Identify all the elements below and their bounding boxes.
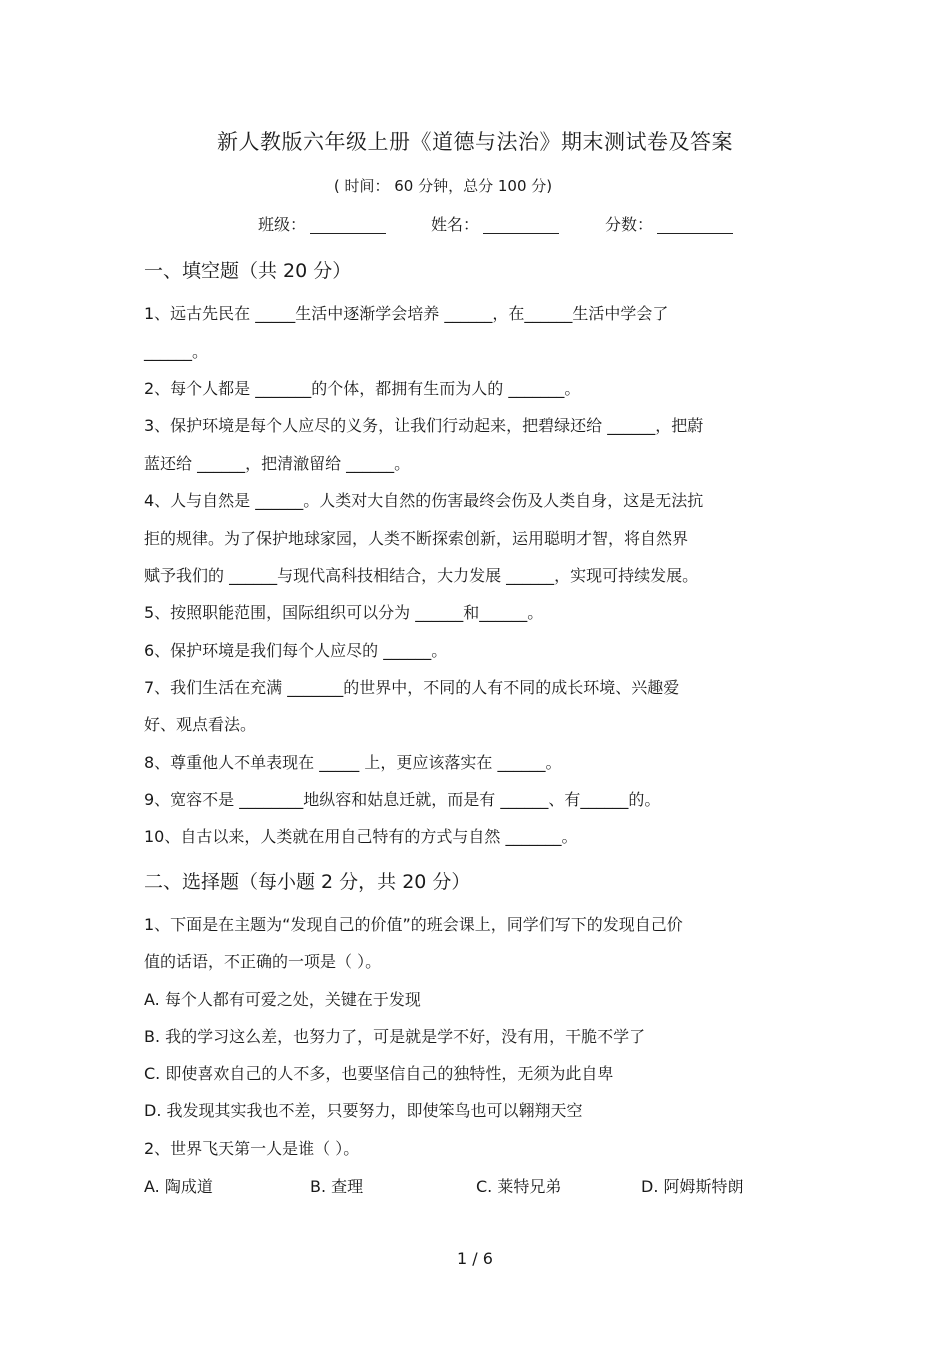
question-line: 值的话语，不正确的一项是（ ）。	[144, 952, 382, 971]
score-field	[605, 212, 733, 235]
answer-option: D. 我发现其实我也不差，只要努力，即使笨鸟也可以翱翔天空	[144, 1101, 583, 1120]
question-line: 1、下面是在主题为“发现自己的价值”的班会课上，同学们写下的发现自己价	[144, 915, 683, 934]
page-title: 新人教版六年级上册《道德与法治》期末测试卷及答案	[217, 130, 733, 154]
question-line: 3、保护环境是每个人应尽的义务，让我们行动起来，把碧绿还给 ______，把蔚	[144, 416, 704, 435]
class-field	[258, 212, 386, 235]
question-line: 好、观点看法。	[144, 715, 257, 734]
class-label: 班级：	[258, 215, 307, 234]
answer-option: A. 陶成道	[144, 1177, 213, 1196]
question-line: 2、世界飞天第一人是谁（ ）。	[144, 1139, 360, 1158]
score-label: 分数：	[605, 215, 654, 234]
question-line: 赋予我们的 ______与现代高科技相结合，大力发展 ______，实现可持续发展。	[144, 566, 699, 585]
question-line: 10、自古以来，人类就在用自己特有的方式与自然 _______。	[144, 827, 578, 846]
score-blank	[657, 215, 733, 234]
question-line: 蓝还给 ______，把清澈留给 ______。	[144, 454, 411, 473]
answer-option: B. 查理	[310, 1177, 364, 1196]
question-line: 7、我们生活在充满 _______的世界中，不同的人有不同的成长环境、兴趣爱	[144, 678, 680, 697]
answer-option: C. 即使喜欢自己的人不多，也要坚信自己的独特性，无须为此自卑	[144, 1064, 614, 1083]
exam-subtitle: ( 时间： 60 分钟，总分 100 分)	[333, 177, 553, 195]
question-line: 9、宽容不是 ________地纵容和姑息迁就，而是有 ______、有______的。	[144, 790, 661, 809]
question-line: 1、远古先民在 _____生活中逐渐学会培养 ______，在______生活中学会了	[144, 304, 669, 323]
name-blank	[483, 215, 559, 234]
question-line: 8、尊重他人不单表现在 _____ 上，更应该落实在 ______。	[144, 753, 562, 772]
answer-option: B. 我的学习这么差，也努力了，可是就是学不好，没有用，干脆不学了	[144, 1027, 646, 1046]
question-line: 2、每个人都是 _______的个体，都拥有生而为人的 _______。	[144, 379, 581, 398]
question-line: 拒的规律。为了保护地球家园，人类不断探索创新，运用聪明才智，将自然界	[144, 529, 689, 548]
answer-option: C. 莱特兄弟	[476, 1177, 562, 1196]
question-line: 6、保护环境是我们每个人应尽的 ______。	[144, 641, 448, 660]
name-field	[431, 212, 559, 235]
answer-option: D. 阿姆斯特朗	[641, 1177, 744, 1196]
answer-option: A. 每个人都有可爱之处，关键在于发现	[144, 990, 421, 1009]
class-blank	[310, 215, 386, 234]
section-heading-fill-blank: 一、填空题（共 20 分）	[144, 260, 352, 282]
name-label: 姓名：	[431, 215, 480, 234]
question-line: 4、人与自然是 ______。人类对大自然的伤害最终会伤及人类自身，这是无法抗	[144, 491, 704, 510]
page-number: 1 / 6	[457, 1249, 493, 1268]
question-line: ______。	[144, 342, 209, 361]
section-heading-multiple-choice: 二、选择题（每小题 2 分，共 20 分）	[144, 871, 471, 893]
question-line: 5、按照职能范围，国际组织可以分为 ______和______。	[144, 603, 544, 622]
